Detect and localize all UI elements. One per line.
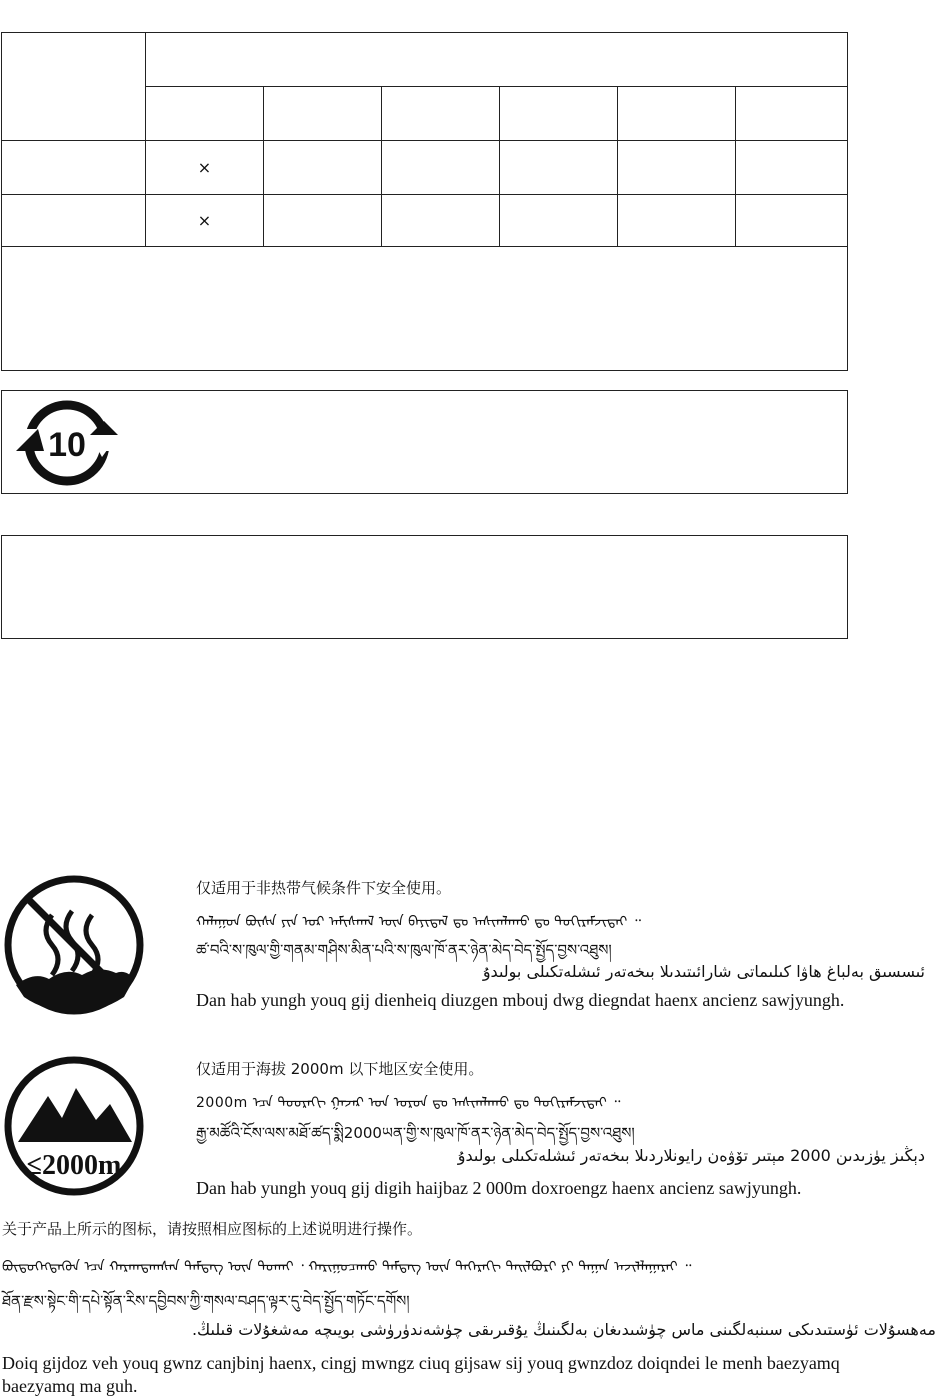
notice1-line-tib: ཚ་བའི་ས་ཁུལ་གྱི་གནམ་གཤིས་མིན་པའི་ས་ཁུལ་ཁོ་ནར་ཉེན་མེད་བེད་སྤྱོད་བྱས་འཐུས། <box>196 941 612 959</box>
footer-line-rtl: مەھسۇلات ئۈستىدىكى سىنبەلگىنى ماس چۈشىدىغان بەلگىنىڭ يۇقىرىقى چۈشەندۈرۈشى بويىچە مەشغۇلات قىلىڭ. <box>191 1320 936 1339</box>
efup-box <box>1 390 848 494</box>
no-tropical-climate-icon <box>4 875 144 1015</box>
table-cell <box>736 141 848 195</box>
table-cell-part <box>2 195 146 247</box>
table-cell <box>618 195 736 247</box>
notice2-line-lat: Dan hab yungh youq gij digih haijbaz 2 000m doxroengz haenx ancienz sawjyungh. <box>196 1178 802 1198</box>
notice2-line-cn: 仅适用于海拔 2000m 以下地区安全使用。 <box>196 1060 484 1078</box>
notice1-line-rtl: ئىسسىق بەلباغ ھاۋا كىلىماتى شارائىتىدىلا بىخەتەر ئىشلەتكىلى بولىدۇ <box>482 962 925 981</box>
table-cell <box>618 141 736 195</box>
footer-line-lat-2: baezyamq ma guh. <box>2 1376 138 1396</box>
table-cell: × <box>146 141 264 195</box>
table-cell: × <box>146 195 264 247</box>
table-cell <box>500 195 618 247</box>
table-header-component <box>2 33 146 141</box>
table-header-cell <box>618 87 736 141</box>
notice1-line-lat: Dan hab yungh youq gij dienheiq diuzgen mbouj dwg diegndat haenx ancienz sawjyungh. <box>196 990 845 1010</box>
efup-number: 10 <box>48 426 86 464</box>
table-header-cell <box>382 87 500 141</box>
altitude-2000m-icon <box>4 1056 144 1196</box>
recycle-10-icon <box>14 399 120 487</box>
altitude-label: ≤2000m <box>26 1150 122 1181</box>
table-header-cell <box>146 87 264 141</box>
footer-line-lat: Doiq gijdoz veh youq gwnz canjbinj haenx, cingj mwngz ciuq gijsaw sij youq gwnzdoz doiqndei le menh baezyamq <box>2 1353 840 1373</box>
table-row <box>2 195 848 247</box>
table-cell <box>264 141 382 195</box>
table-cell <box>382 141 500 195</box>
table-header-cell <box>500 87 618 141</box>
table-row <box>2 141 848 195</box>
footer-line-cn: 关于产品上所示的图标，请按照相应图标的上述说明进行操作。 <box>2 1220 423 1238</box>
notice2-line-tib: རྒྱ་མཚོའི་ངོས་ལས་མཐོ་ཚད་སྨི2000ཡན་གྱི་ས་ཁུལ་ཁོ་ནར་ཉེན་མེད་བེད་སྤྱོད་བྱས་འཐུས། <box>196 1124 635 1142</box>
footer-line-mong: ᠪᠦᠲᠦᠭᠡᠭᠳᠡᠬᠦᠨ ᠡᠴᠡ ᠬᠠᠷᠠᠭᠳᠠᠭᠰᠠᠨ ᠲᠡᠮᠳᠡᠭ ᠦᠨ ᠲᠤᠬᠠᠢ ᠂ ᠬᠠᠷᠢᠭᠤᠴᠠᠬᠤ ᠲᠡᠮᠳᠡᠭ ᠦᠨ ᠳᠡᠭᠡᠷᠡᠬᠢ ᠲᠠᠢᠯᠪᠤᠷᠢ ᠶᠢ ᠳᠠᠭᠠᠨ ᠠᠵᠢᠯᠯᠠᠭᠠᠷᠠᠢ ᠃ <box>2 1259 692 1275</box>
notice1-line-mong: ᠬᠠᠯᠠᠭᠤᠨ ᠪᠦᠰᠡ ᠶᠢᠨ ᠤᠷ ᠠᠮᠢᠰᠬᠠᠯ ᠦᠨ ᠪᠠᠶᠢᠳᠠᠯ ᠳᠤ ᠠᠰᠢᠭᠯᠠᠬᠤ ᠳᠤ ᠲᠤᠬᠢᠷᠠᠮᠵᠢᠲᠠᠢ ᠃ <box>196 914 641 930</box>
table-header-substances <box>146 33 848 87</box>
table-footnote <box>2 247 848 371</box>
note-box <box>1 535 848 639</box>
table-cell <box>382 195 500 247</box>
notice1-line-cn: 仅适用于非热带气候条件下安全使用。 <box>196 879 452 897</box>
table-header-cell <box>264 87 382 141</box>
table-cell-part <box>2 141 146 195</box>
table-cell <box>264 195 382 247</box>
footer-line-tib: ཐོན་རྫས་སྟེང་གི་དཔེ་སྟོན་རིས་དབྱིབས་ཀྱི་གསལ་བཤད་ལྟར་དུ་བེད་སྤྱོད་གཏོང་དགོས། <box>2 1292 410 1310</box>
table-cell <box>500 141 618 195</box>
notice2-line-mong: 2000m ᠡᠴᠡ ᠳᠣᠣᠷᠠᠬᠢ ᠭᠠᠵᠠᠷ ᠤᠨ ᠣᠷᠣᠨ ᠳᠤ ᠠᠰᠢᠭᠯᠠᠬᠤ ᠳᠤ ᠲᠤᠬᠢᠷᠠᠮᠵᠢᠲᠠᠢ ᠃ <box>196 1095 621 1111</box>
notice2-line-rtl: دېڭىز يۈزىدىن 2000 مېتىر تۆۋەن رايونلاردىلا بىخەتەر ئىشلەتكىلى بولىدۇ <box>457 1146 925 1165</box>
table-cell <box>736 195 848 247</box>
table-header-cell <box>736 87 848 141</box>
hazardous-substance-table <box>1 32 848 371</box>
